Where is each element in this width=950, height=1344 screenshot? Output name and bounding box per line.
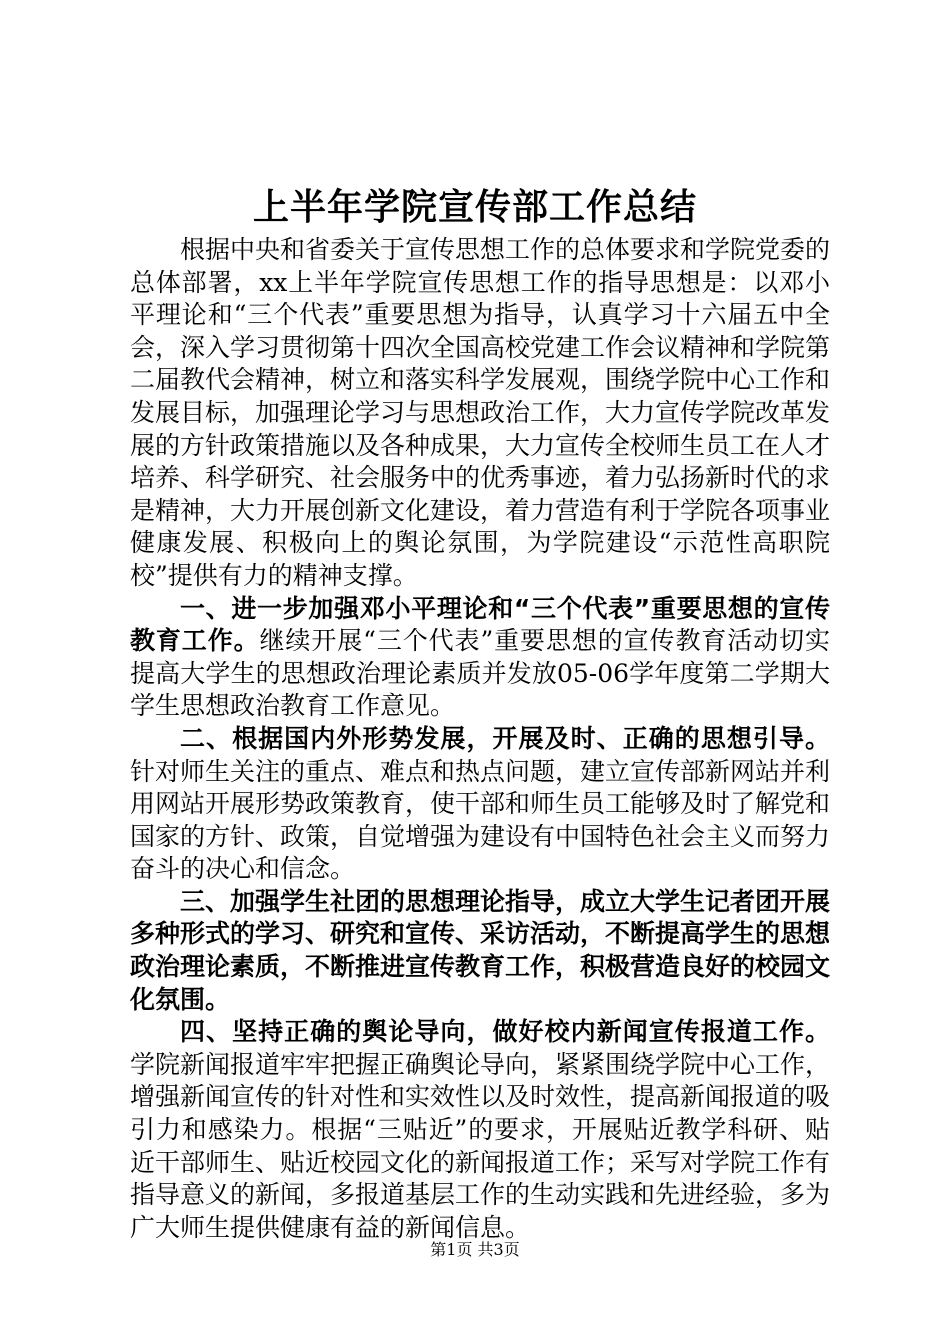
document-title: 上半年学院宣传部工作总结 xyxy=(252,187,697,228)
section-2-heading: 二、根据国内外形势发展，开展及时、正确的思想引导。 xyxy=(180,723,830,753)
section-4 xyxy=(130,1016,830,1244)
section-1 xyxy=(130,593,830,723)
section-3 xyxy=(130,886,830,1016)
section-3-heading: 三、加强学生社团的思想理论指导，成立大学生记者团开展多种形式的学习、研究和宣传、采访活动，不断提高学生的思想政治理论素质，不断推进宣传教育工作，积极营造良好的校园文化氛围。 xyxy=(130,886,831,1014)
section-2 xyxy=(130,723,830,886)
section-1-text: 继续开展“三个代表”重要思想的宣传教育活动切实提高大学生的思想政治理论素质并发放05-06学年度第二学期大学生思想政治教育工作意见。 xyxy=(130,626,830,721)
document-body xyxy=(130,234,830,1244)
section-4-text: 学院新闻报道牢牢把握正确舆论导向，紧紧围绕学院中心工作，增强新闻宣传的针对性和实效性以及时效性，提高新闻报道的吸引力和感染力。根据“三贴近”的要求，开展贴近教学科研、贴近干部师生、贴近校园文化的新闻报道工作；采写对学院工作有指导意义的新闻，多报道基层工作的生动实践和先进经验，多为广大师生提供健康有益的新闻信息。 xyxy=(130,1049,831,1242)
page-footer: 第1页 共3页 xyxy=(430,1240,520,1259)
section-1-heading: 一、进一步加强邓小平理论和“三个代表”重要思想的宣传教育工作。 xyxy=(130,593,830,656)
intro-paragraph: 根据中央和省委关于宣传思想工作的总体要求和学院党委的总体部署，xx上半年学院宣传思想工作的指导思想是：以邓小平理论和“三个代表”重要思想为指导，认真学习十六届五中全会，深入学习贯彻第十四次全国高校党建工作会议精神和学院第二届教代会精神，树立和落实科学发展观，围绕学院中心工作和发展目标，加强理论学习与思想政治工作，大力宣传学院改革发展的方针政策措施以及各种成果，大力宣传全校师生员工在人才培养、科学研究、社会服务中的优秀事迹，着力弘扬新时代的求是精神，大力开展创新文化建设，着力营造有利于学院各项事业健康发展、积极向上的舆论氛围，为学院建设“示范性高职院校”提供有力的精神支撑。 xyxy=(130,235,831,590)
section-2-text: 针对师生关注的重点、难点和热点问题，建立宣传部新网站并利用网站开展形势政策教育，使干部和师生员工能够及时了解党和国家的方针、政策，自觉增强为建设有中国特色社会主义而努力奋斗的决心和信念。 xyxy=(130,756,831,884)
section-4-heading: 四、坚持正确的舆论导向，做好校内新闻宣传报道工作。 xyxy=(180,1017,830,1047)
